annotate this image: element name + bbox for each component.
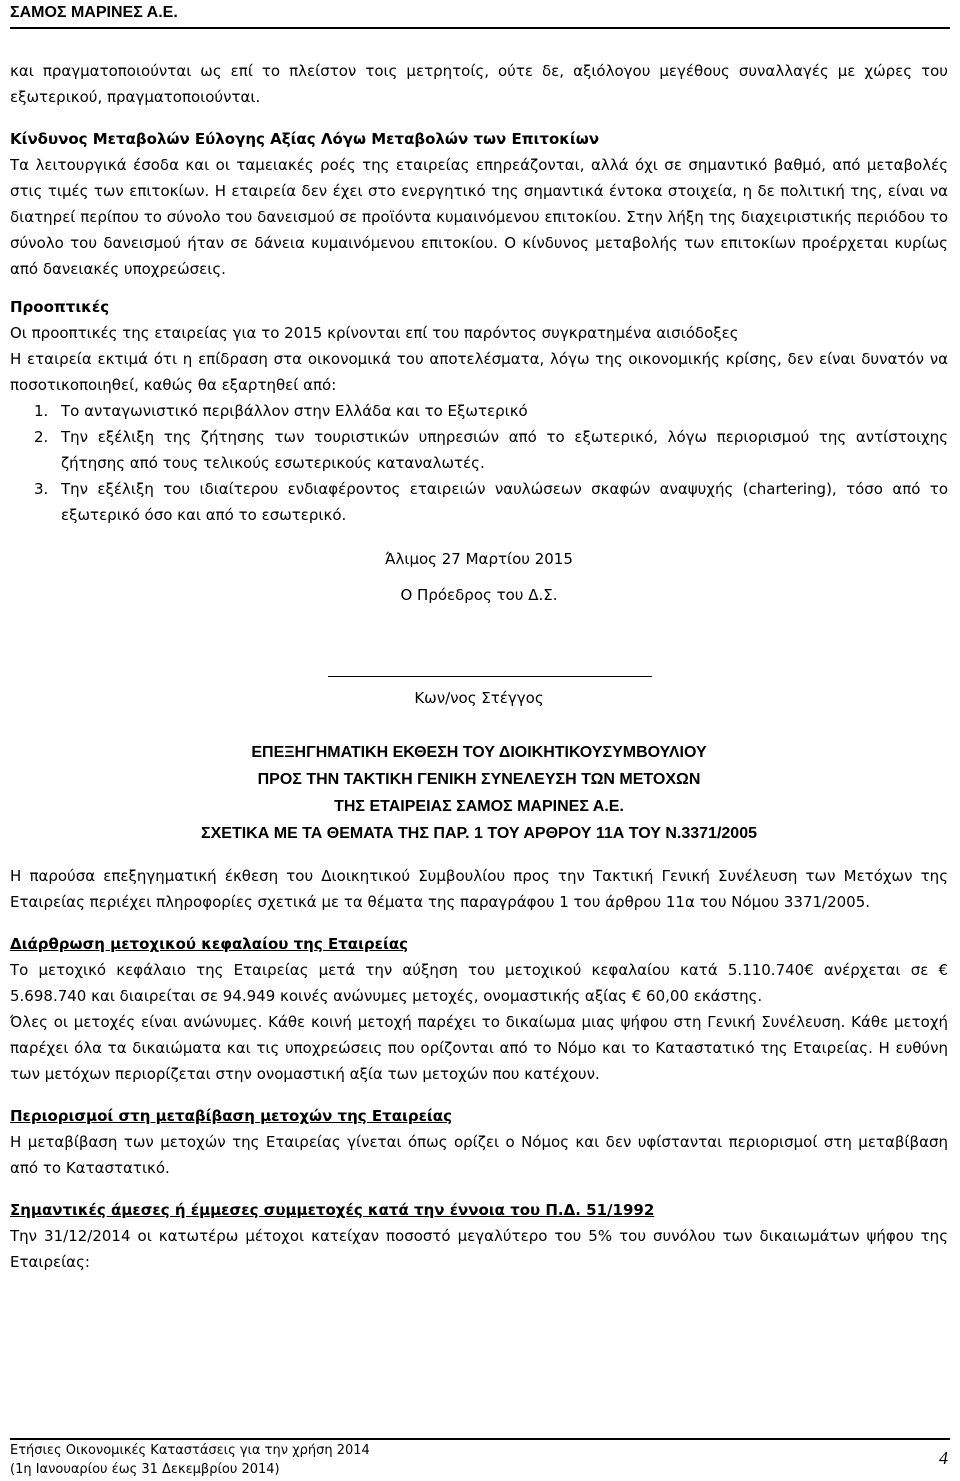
transfer-heading: Περιορισμοί στη μεταβίβαση μετοχών της Εταιρείας — [10, 1107, 452, 1125]
capital-heading: Διάρθρωση μετοχικού κεφαλαίου της Εταιρείας — [10, 935, 409, 953]
risk-heading: Κίνδυνος Μεταβολών Εύλογης Αξίας Λόγω Μεταβολών των Επιτοκίων — [10, 130, 600, 148]
outlook-line-1: Οι προοπτικές της εταιρείας για το 2015 κρίνονται επί του παρόντος συγκρατημένα αισιόδοξες — [10, 324, 739, 342]
list-item-number: 1. — [34, 402, 49, 420]
transfer-paragraph: Η μεταβίβαση των μετοχών της Εταιρείας γίνεται όπως ορίζει ο Νόμος και δεν υφίστανται περιορισμοί στη μεταβίβαση από το Καταστατικό. — [10, 1133, 948, 1177]
intro-paragraph: και πραγματοποιούνται ως επί το πλείστον τοις μετρητοίς, ούτε δε, αξιόλογου μεγέθους συναλλαγές με χώρες του εξωτερικού, πραγματοποιούνται. — [10, 62, 948, 106]
list-item-number: 2. — [34, 428, 49, 446]
capital-paragraph-2: Όλες οι μετοχές είναι ανώνυμες. Κάθε κοινή μετοχή παρέχει το δικαίωμα μιας ψήφου στη Γενική Συνέλευση. Κάθε μετοχή παρέχει όλα τα δικαιώματα και τις υποχρεώσεις που ορίζονται από το Νόμο και το Καταστατικό της Εταιρείας. Η ευθύνη των μετόχων περιορίζεται στην ονομαστική αξία των μετοχών που κατέχουν. — [10, 1013, 948, 1083]
list-item-text: Το ανταγωνιστικό περιβάλλον στην Ελλάδα και το Εξωτερικό — [61, 402, 528, 420]
report-title-line-1: ΕΠΕΞΗΓΗΜΑΤΙΚΗ ΕΚΘΕΣΗ ΤΟΥ ΔΙΟΙΚΗΤΙΚΟΥΣΥΜΒΟΥΛΙΟΥ — [251, 744, 707, 761]
list-item-text: Την εξέλιξη της ζήτησης των τουριστικών υπηρεσιών από το εξωτερικό, λόγω περιορισμού της αντίστοιχης ζήτησης από τους τελικούς εσωτερικούς καταναλωτές. — [61, 428, 948, 472]
footer-line-2: (1η Ιανουαρίου έως 31 Δεκεμβρίου 2014) — [10, 1462, 280, 1477]
report-title-block — [10, 739, 948, 847]
list-item — [10, 476, 948, 528]
header-divider — [10, 27, 950, 29]
signature-place-date: Άλιμος 27 Μαρτίου 2015 — [385, 550, 573, 568]
page-footer — [10, 1441, 370, 1479]
list-item-text: Την εξέλιξη του ιδιαίτερου ενδιαφέροντος εταιρειών ναυλώσεων σκαφών αναψυχής (chartering), τόσο από το εξωτερικό όσο και από το εσωτερικό. — [61, 480, 948, 524]
list-item — [10, 398, 948, 424]
page-content — [10, 58, 948, 1275]
capital-paragraph-1: Το μετοχικό κεφάλαιο της Εταιρείας μετά την αύξηση του μετοχικού κεφαλαίου κατά 5.110.740€ ανέρχεται σε € 5.698.740 και διαιρείται σε 94.949 κοινές ανώνυμες μετοχές, ονομαστικής αξίας € 60,00 εκάστης. — [10, 961, 948, 1005]
footer-line-1: Ετήσιες Οικονομικές Καταστάσεις για την χρήση 2014 — [10, 1443, 370, 1458]
signature-name: Κων/νος Στέγγος — [414, 689, 544, 707]
list-item-number: 3. — [34, 480, 49, 498]
report-title-line-2: ΠΡΟΣ ΤΗΝ ΤΑΚΤΙΚΗ ΓΕΝΙΚΗ ΣΥΝΕΛΕΥΣΗ ΤΩΝ ΜΕΤΟΧΩΝ — [257, 771, 701, 788]
page-header-title: ΣΑΜΟΣ ΜΑΡΙΝΕΣ Α.Ε. — [10, 4, 178, 21]
outlook-line-2: Η εταιρεία εκτιμά ότι η επίδραση στα οικονομικά του αποτελέσματα, λόγω της οικονομικής κρίσης, δεν είναι δυνατόν να ποσοτικοποιηθεί, καθώς θα εξαρτηθεί από: — [10, 350, 948, 394]
page-number: 4 — [939, 1448, 948, 1468]
risk-paragraph: Τα λειτουργικά έσοδα και οι ταμειακές ροές της εταιρείας επηρεάζονται, αλλά όχι σε σημαντικό βαθμό, από μεταβολές στις τιμές των επιτοκίων. Η εταιρεία δεν έχει στο ενεργητικό της σημαντικά έντοκα στοιχεία, η δε πολιτική της, είναι να διατηρεί περίπου το σύνολο του δανεισμού σε προϊόντα κυμαινόμενου επιτοκίου. Στην λήξη της διαχειριστικής περιόδου το σύνολο του δανεισμού ήταν σε δάνεια κυμαινόμενου επιτοκίου. Ο κίνδυνος μεταβολής των επιτοκίων προέρχεται κυρίως από δανειακές υποχρεώσεις. — [10, 156, 948, 278]
footer-divider — [10, 1438, 950, 1440]
list-item — [10, 424, 948, 476]
outlook-factors-list — [10, 398, 948, 528]
report-intro-paragraph: Η παρούσα επεξηγηματική έκθεση του Διοικητικού Συμβουλίου προς την Τακτική Γενική Συνέλευση των Μετόχων της Εταιρείας περιέχει πληροφορίες σχετικά με τα θέματα της παραγράφου 1 του άρθρου 11α του Νόμου 3371/2005. — [10, 867, 948, 911]
holdings-heading: Σημαντικές άμεσες ή έμμεσες συμμετοχές κατά την έννοια του Π.Δ. 51/1992 — [10, 1201, 655, 1219]
signature-role: Ο Πρόεδρος του Δ.Σ. — [400, 586, 558, 604]
outlook-heading: Προοπτικές — [10, 298, 110, 316]
report-title-line-3: ΤΗΣ ΕΤΑΙΡΕΙΑΣ ΣΑΜΟΣ ΜΑΡΙΝΕΣ Α.Ε. — [334, 798, 624, 815]
holdings-paragraph: Την 31/12/2014 οι κατωτέρω μέτοχοι κατείχαν ποσοστό μεγαλύτερο του 5% του συνόλου των δικαιωμάτων ψήφου της Εταιρείας: — [10, 1227, 948, 1271]
report-title-line-4: ΣΧΕΤΙΚΑ ΜΕ ΤΑ ΘΕΜΑΤΑ ΤΗΣ ΠΑΡ. 1 ΤΟΥ ΑΡΘΡΟΥ 11Α ΤΟΥ Ν.3371/2005 — [201, 825, 757, 842]
